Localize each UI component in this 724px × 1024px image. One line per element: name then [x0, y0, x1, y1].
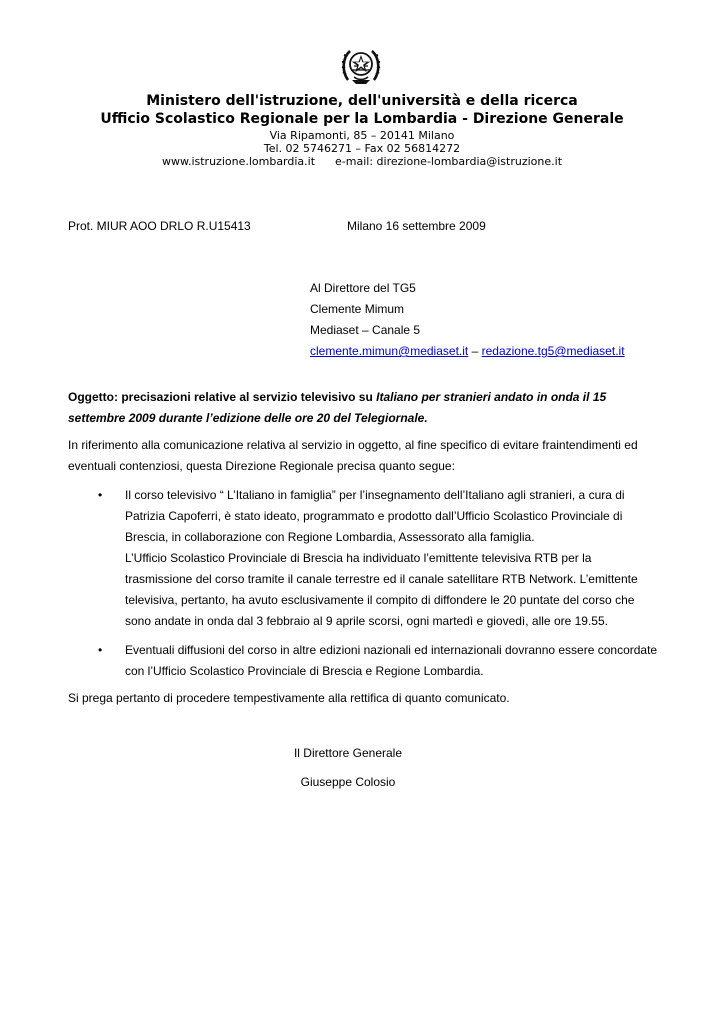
recipient-line-2: Clemente Mimum — [310, 302, 405, 316]
protocol-number: Prot. MIUR AOO DRLO R.U15413 — [68, 219, 251, 233]
ministry-title: Ministero dell'istruzione, dell'università e della ricerca — [146, 93, 578, 109]
signature-title: Il Direttore Generale — [293, 746, 403, 760]
bullet-list — [68, 485, 658, 682]
recipient-emails — [310, 341, 625, 362]
bullet-icon: • — [98, 643, 103, 657]
letter-body — [68, 387, 658, 709]
office-phone-fax: Tel. 02 5746271 – Fax 02 56814272 — [263, 142, 461, 155]
bullet-1-paragraph-1: Il corso televisivo “ L’Italiano in famiglia” per l’insegnamento dell’Italiano agli stranieri, a cura di Patrizia Capoferri, è stato ideato, programmato e prodotto dall’Ufficio Scolastico Provinciale di Brescia, in collaborazione con Regione Lombardia, Assessorato alla famiglia. — [125, 488, 625, 544]
recipient-email-link-2[interactable]: redazione.tg5@mediaset.it — [481, 344, 625, 358]
bullet-icon: • — [98, 488, 103, 502]
bullet-1-paragraph-2: L’Ufficio Scolastico Provinciale di Brescia ha individuato l’emittente televisiva RTB per la trasmissione del corso tramite il canale terrestre ed il canale satellitare RTB Network. L’emittente televisiva, pertanto, ha avuto esclusivamente il compito di diffondere le 20 puntate del corso che sono andate in onda dal 3 febbraio al 9 aprile scorsi, ogni martedì e giovedì, alle ore 19.55. — [125, 551, 638, 628]
office-title: Ufficio Scolastico Regionale per la Lombardia - Direzione Generale — [100, 111, 624, 127]
letter-date: Milano 16 settembre 2009 — [347, 219, 486, 233]
recipient-line-3: Mediaset – Canale 5 — [310, 323, 421, 337]
recipient-line-1: Al Direttore del TG5 — [310, 281, 416, 295]
office-contacts — [0, 155, 724, 168]
list-item — [68, 485, 658, 632]
subject-label: Oggetto: precisazioni relative al servizio televisivo su — [68, 390, 377, 404]
bullet-2-paragraph: Eventuali diffusioni del corso in altre edizioni nazionali ed internazionali dovranno essere concordate con l’Ufficio Scolastico Provinciale di Brescia e Regione Lombardia. — [125, 643, 658, 678]
letterhead — [0, 92, 724, 168]
signature-name: Giuseppe Colosio — [300, 775, 396, 789]
subject-italic: Italiano per stranieri andato in onda il 15 settembre 2009 durante l’edizione delle ore 20 del Telegiornale. — [68, 390, 607, 425]
recipient-email-link-1[interactable]: clemente.mimun@mediaset.it — [310, 344, 469, 358]
email-separator: – — [468, 344, 482, 358]
office-address: Via Ripamonti, 85 – 20141 Milano — [269, 129, 455, 142]
subject-line — [68, 387, 658, 429]
closing-paragraph: Si prega pertanto di procedere tempestivamente alla rettifica di quanto comunicato. — [68, 691, 510, 705]
recipient-block — [310, 278, 625, 362]
list-item — [68, 640, 658, 682]
office-website: www.istruzione.lombardia.it — [161, 155, 316, 168]
office-email: e-mail: direzione-lombardia@istruzione.it — [335, 155, 563, 168]
italian-republic-emblem-icon — [340, 44, 382, 86]
intro-paragraph: In riferimento alla comunicazione relativa al servizio in oggetto, al fine specifico di evitare fraintendimenti ed eventuali contenziosi, questa Direzione Regionale precisa quanto segue: — [68, 438, 638, 473]
